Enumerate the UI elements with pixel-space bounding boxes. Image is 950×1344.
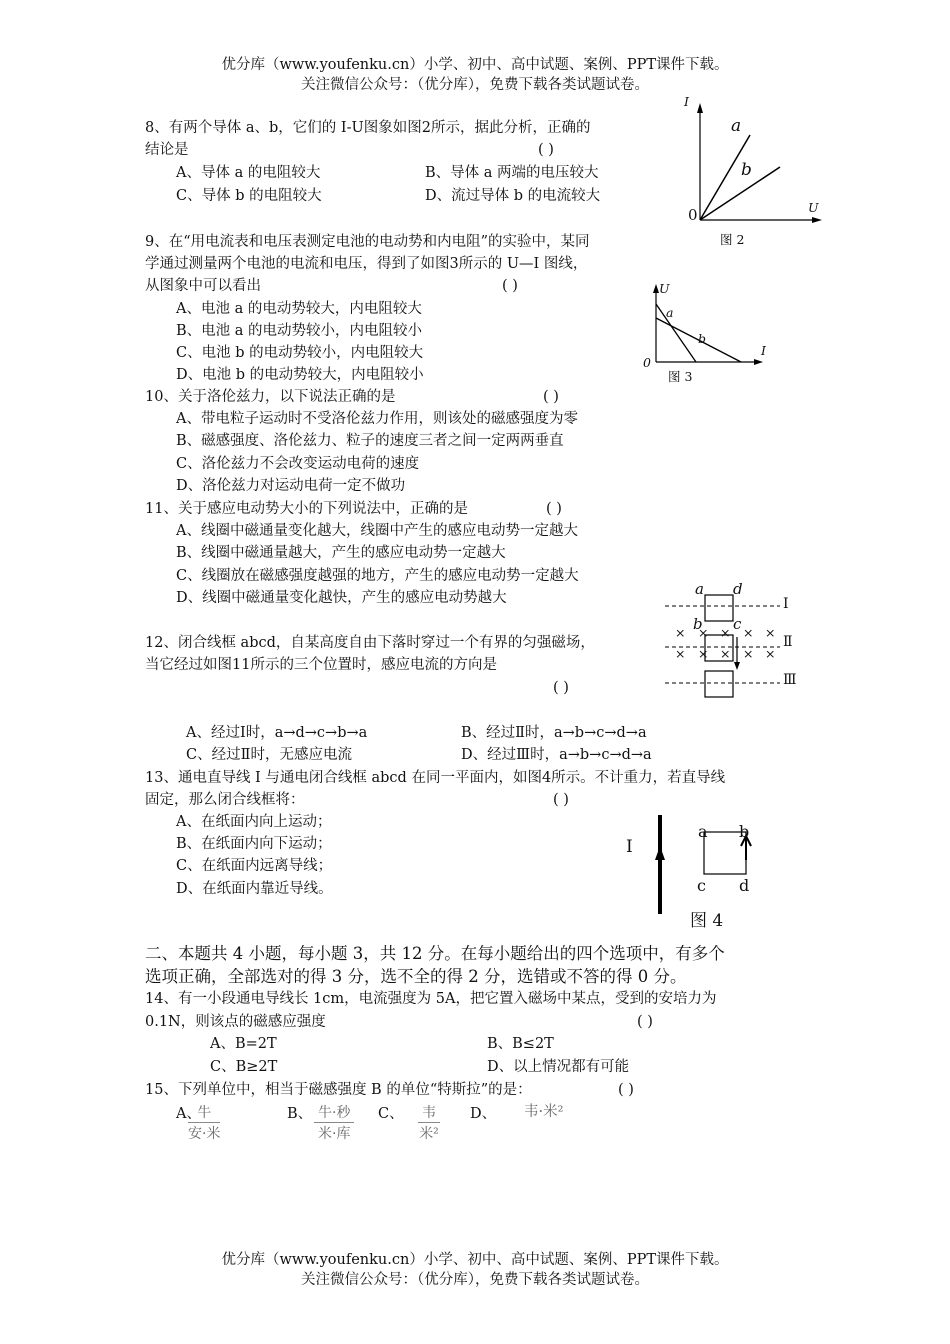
field-cross: ×: [743, 646, 754, 661]
field-cross: ×: [720, 625, 731, 640]
q10-option-c: C、洛伦兹力不会改变运动电荷的速度: [176, 456, 420, 472]
q15-option-d-label: D、: [470, 1106, 497, 1122]
field-cross: ×: [675, 646, 686, 661]
q12-stem-2: 当它经过如图11所示的三个位置时，感应电流的方向是: [145, 657, 497, 673]
fig2-label-b: b: [741, 160, 752, 180]
q10-answer-paren: ( ): [543, 389, 559, 405]
field-cross: ×: [765, 646, 776, 661]
frame-position-1: [705, 595, 733, 621]
fig3-y-label: U: [659, 281, 670, 296]
fig2-origin: 0: [688, 206, 698, 224]
q13-option-c: C、在纸面内远离导线；: [176, 858, 333, 874]
q14-option-b: B、B≤2T: [487, 1036, 554, 1052]
q11-option-c: C、线圈放在磁感强度越强的地方，产生的感应电动势一定越大: [176, 568, 579, 584]
fig11-position-3: Ⅲ: [783, 672, 797, 688]
fig3-label-a: a: [666, 305, 674, 320]
fig3-label-b: b: [698, 331, 707, 346]
fig3-line-a: [656, 304, 696, 362]
fig11-label-b: b: [693, 615, 703, 633]
q14-option-c: C、B≥2T: [210, 1059, 278, 1075]
fig4-label-c: c: [697, 876, 706, 895]
fig4-wire-arrow-icon: [655, 846, 665, 860]
q9-answer-paren: ( ): [502, 278, 518, 294]
q15-option-b-label: B、: [287, 1106, 313, 1122]
q15-answer-paren: ( ): [618, 1082, 634, 1098]
fig4-wire-label: I: [626, 837, 633, 857]
q15-a-denominator: 安·米: [188, 1126, 221, 1142]
q8-option-b: B、导体 a 两端的电压较大: [425, 165, 599, 181]
q10-stem: 10、关于洛伦兹力，以下说法正确的是: [145, 389, 396, 405]
q14-option-d: D、以上情况都有可能: [487, 1059, 630, 1075]
q13-option-b: B、在纸面内向下运动；: [176, 836, 332, 852]
footer-line-1: 优分库（www.youfenku.cn）小学、初中、高中试题、案例、PPT课件下载。: [221, 1252, 729, 1268]
fig4-label-a: a: [698, 822, 708, 841]
q14-stem-1: 14、有一小段通电导线长 1cm，电流强度为 5A，把它置入磁场中某点，受到的安培力为: [145, 991, 717, 1007]
q13-option-d: D、在纸面内靠近导线。: [176, 881, 333, 897]
q15-option-a-label: A、: [176, 1106, 201, 1122]
q12-option-c: C、经过Ⅱ时，无感应电流: [186, 747, 352, 763]
header-line-2: 关注微信公众号：（优分库），免费下载各类试题试卷。: [301, 77, 649, 93]
q13-stem-1: 13、通电直导线 I 与通电闭合线框 abcd 在同一平面内，如图4所示。不计重力，若直导线: [145, 770, 726, 786]
q9-option-b: B、电池 a 的电动势较小，内电阻较小: [176, 323, 423, 339]
q12-stem-1: 12、闭合线框 abcd，自某高度自由下落时穿过一个有界的匀强磁场，: [145, 635, 595, 651]
fig3-caption: 图 3: [668, 369, 693, 384]
field-cross: ×: [698, 625, 709, 640]
fig2-x-label: U: [808, 200, 819, 215]
header-line-1: 优分库（www.youfenku.cn）小学、初中、高中试题、案例、PPT课件下载。: [221, 57, 729, 73]
q15-c-numerator: 韦: [418, 1102, 440, 1123]
q8-option-d: D、流过导体 b 的电流较大: [425, 188, 601, 204]
q15-stem: 15、下列单位中，相当于磁感强度 B 的单位“特斯拉”的是：: [145, 1082, 532, 1098]
q12-option-b: B、经过Ⅱ时，a→b→c→d→a: [461, 725, 647, 741]
fig2-label-a: a: [731, 116, 742, 136]
q14-answer-paren: ( ): [637, 1014, 653, 1030]
q9-stem-2: 学通过测量两个电池的电流和电压，得到了如图3所示的 U—I 图线，: [145, 256, 588, 272]
q11-stem: 11、关于感应电动势大小的下列说法中，正确的是: [145, 501, 468, 517]
q15-option-b-fraction: [314, 1102, 354, 1143]
section-2-heading-2: 选项正确，全部选对的得 3 分，选不全的得 2 分，选错或不答的得 0 分。: [145, 967, 687, 986]
field-cross: ×: [720, 646, 731, 661]
q10-option-b: B、磁感强度、洛伦兹力、粒子的速度三者之间一定两两垂直: [176, 433, 564, 449]
fig11-position-2: Ⅱ: [783, 634, 793, 650]
q8-stem-1: 8、有两个导体 a、b，它们的 I-U图象如图2所示，据此分析，正确的: [145, 120, 591, 136]
q8-option-c: C、导体 b 的电阻较大: [176, 188, 322, 204]
field-cross: ×: [675, 625, 686, 640]
footer-line-2: 关注微信公众号：（优分库），免费下载各类试题试卷。: [301, 1272, 649, 1288]
fig11-label-a: a: [695, 580, 704, 598]
q8-answer-paren: ( ): [538, 142, 554, 158]
q9-stem-1: 9、在“用电流表和电压表测定电池的电动势和内电阻”的实验中，某同: [145, 234, 590, 250]
q14-option-a: A、B=2T: [210, 1036, 277, 1052]
field-cross: ×: [765, 625, 776, 640]
frame-position-3: [705, 671, 733, 697]
q15-option-a-fraction: [188, 1102, 220, 1143]
q13-answer-paren: ( ): [553, 792, 569, 808]
field-cross: ×: [743, 625, 754, 640]
q15-option-d-expression: 韦·米²: [524, 1104, 564, 1120]
q9-stem-3: 从图象中可以看出: [145, 278, 261, 294]
q15-option-c-label: C、: [378, 1106, 404, 1122]
q9-option-d: D、电池 b 的电动势较大，内电阻较小: [176, 367, 424, 383]
fig2-caption: 图 2: [720, 232, 745, 247]
q12-option-a: A、经过Ⅰ时，a→d→c→b→a: [186, 725, 368, 741]
fig4-label-d: d: [739, 876, 750, 895]
fig11-label-d: d: [733, 580, 743, 598]
q11-answer-paren: ( ): [546, 501, 562, 517]
q8-option-a: A、导体 a 的电阻较大: [176, 165, 321, 181]
q12-answer-paren: ( ): [553, 680, 569, 696]
q15-b-denominator: 米·库: [318, 1126, 351, 1142]
q15-option-c-fraction: [418, 1102, 440, 1143]
field-cross: ×: [698, 646, 709, 661]
q15-c-denominator: 米²: [419, 1126, 439, 1142]
figure-2: [680, 95, 830, 245]
fig4-label-b: b: [739, 822, 750, 841]
section-2-heading-1: 二、本题共 4 小题，每小题 3，共 12 分。在每小题给出的四个选项中，有多个: [145, 944, 725, 963]
q13-option-a: A、在纸面内向上运动；: [176, 814, 332, 830]
q9-option-c: C、电池 b 的电动势较小，内电阻较大: [176, 345, 424, 361]
q15-a-numerator: 牛: [188, 1102, 220, 1123]
fig3-x-label: I: [761, 343, 766, 358]
q10-option-d: D、洛伦兹力对运动电荷一定不做功: [176, 478, 406, 494]
fig11-label-c: c: [733, 615, 742, 633]
q11-option-b: B、线圈中磁通量越大，产生的感应电动势一定越大: [176, 545, 506, 561]
q11-option-d: D、线圈中磁通量变化越快，产生的感应电动势越大: [176, 590, 507, 606]
fig2-line-b: [700, 167, 780, 220]
fig11-position-1: Ⅰ: [783, 596, 789, 612]
fig4-caption: 图 4: [690, 911, 724, 931]
fig2-y-label: I: [684, 94, 689, 109]
q15-b-numerator: 牛·秒: [314, 1102, 354, 1123]
q12-option-d: D、经过Ⅲ时，a→b→c→d→a: [461, 747, 652, 763]
q13-stem-2: 固定，那么闭合线框将：: [145, 792, 305, 808]
q9-option-a: A、电池 a 的电动势较大，内电阻较大: [176, 301, 422, 317]
q11-option-a: A、线圈中磁通量变化越大，线圈中产生的感应电动势一定越大: [176, 523, 578, 539]
figure-4: [640, 810, 780, 920]
fig3-origin: 0: [643, 355, 651, 370]
q8-stem-2: 结论是: [145, 142, 189, 158]
q14-stem-2: 0.1N，则该点的磁感应强度: [145, 1014, 326, 1030]
q10-option-a: A、带电粒子运动时不受洛伦兹力作用，则该处的磁感强度为零: [176, 411, 578, 427]
